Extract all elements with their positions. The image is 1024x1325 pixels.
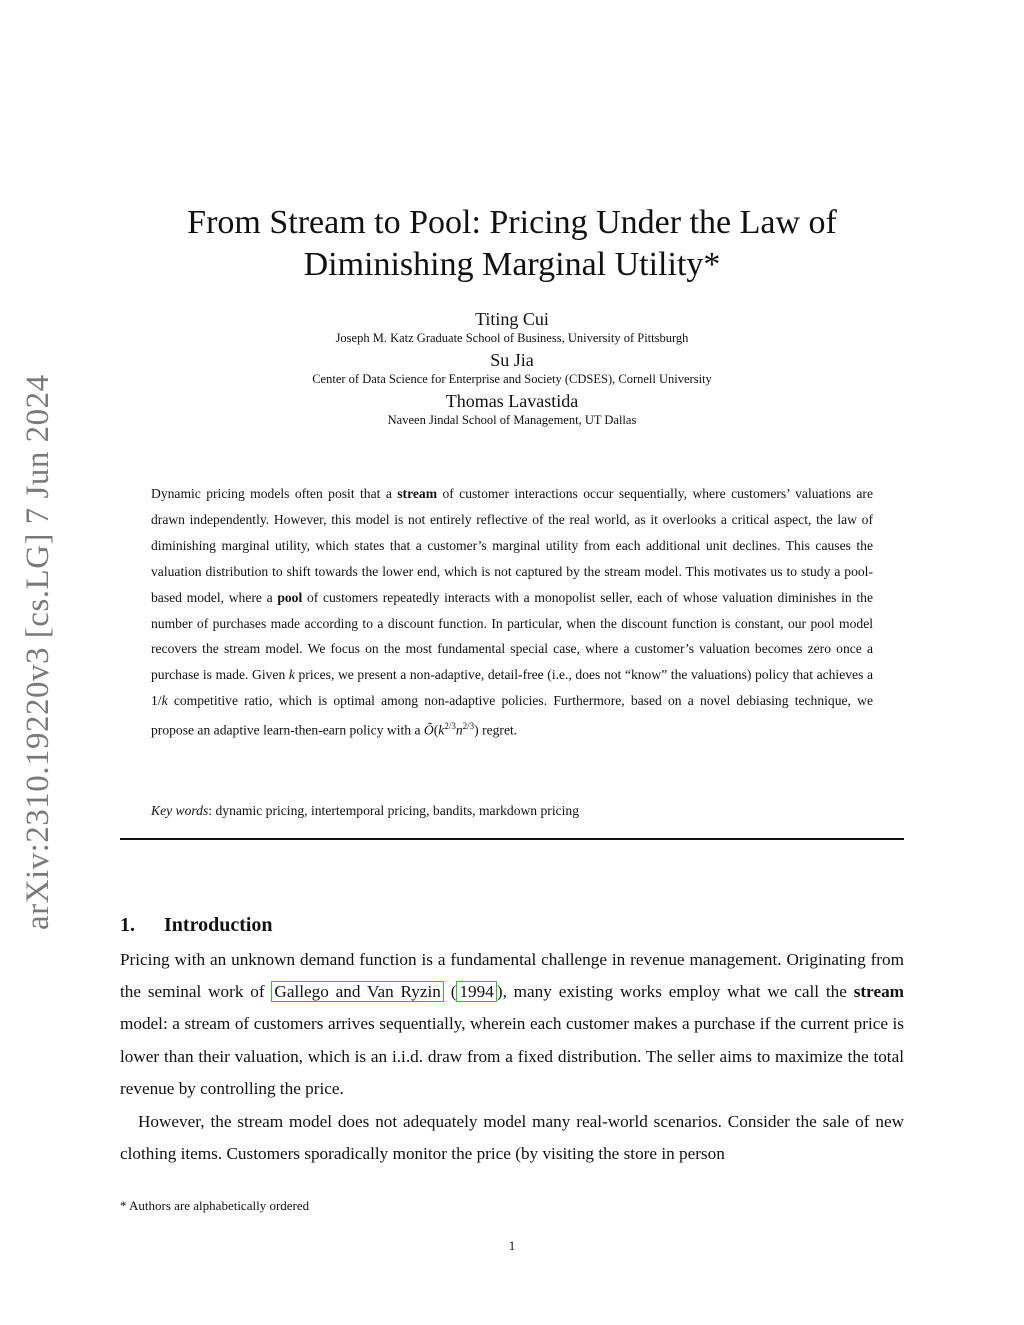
- section-heading: [120, 912, 273, 938]
- math-variable: k: [438, 722, 445, 738]
- keywords-text: dynamic pricing, intertemporal pricing, bandits, markdown pricing: [215, 803, 580, 818]
- math-exponent: 2/3: [462, 721, 475, 732]
- keywords-label: Key words: [151, 803, 209, 818]
- abstract-text: of customer interactions occur sequentially, where customers’ valuations are drawn independently. However, this model is not entirely reflective of the real world, as it overlooks a critical aspect, the law of diminishing marginal utility, which states that a customer’s marginal utility from each additional unit declines. This causes the valuation distribution to shift towards the lower end, which is not captured by the stream model. This motivates us to study a pool-based model, where a: [151, 486, 873, 605]
- math-variable: n: [455, 722, 463, 738]
- body-text: , many existing works employ what we call the: [502, 982, 854, 1002]
- intro-paragraph-1: [120, 944, 904, 1105]
- paper-title: [120, 202, 904, 286]
- keywords: [151, 801, 873, 821]
- author-affiliation: Naveen Jindal School of Management, UT Dallas: [387, 413, 637, 427]
- abstract-bold-term: stream: [397, 486, 438, 501]
- author-name: Su Jia: [490, 350, 534, 370]
- body-text: (: [443, 982, 457, 1002]
- abstract-text: Dynamic pricing models often posit that a: [151, 486, 398, 501]
- arxiv-identifier: arXiv:2310.19220v3 [cs.LG] 7 Jun 2024: [20, 374, 56, 930]
- body-bold-term: stream: [853, 982, 904, 1002]
- math-exponent: 2/3: [444, 721, 456, 732]
- abstract-text: ) regret.: [474, 722, 518, 738]
- author-affiliation: Joseph M. Katz Graduate School of Business, University of Pittsburgh: [335, 331, 689, 345]
- intro-paragraph-2: However, the stream model does not adequately model many real-world scenarios. Consider the sale of new clothing items. Customers sporadically monitor the price (by visiting the store in person: [120, 1112, 904, 1164]
- math-paren: (: [433, 722, 439, 738]
- abstract-text: prices, we present a non-adaptive, detail-free (i.e., does not “know” the valuations) policy that achieves a 1/: [151, 667, 873, 709]
- author-block-2: [120, 349, 904, 388]
- author-name: Thomas Lavastida: [445, 391, 579, 411]
- author-affiliation: Center of Data Science for Enterprise and Society (CDSES), Cornell University: [312, 372, 712, 386]
- page-number: 1: [508, 1238, 516, 1253]
- abstract-text: of customers repeatedly interacts with a monopolist seller, each of whose valuation diminishes in the number of purchases made according to a discount function. In particular, when the discount function is constant, our pool model recovers the stream model. We focus on the most fundamental special case, where a customer’s valuation becomes zero once a purchase is made. Given: [151, 589, 873, 683]
- abstract-text: competitive ratio, which is optimal among non-adaptive policies. Furthermore, based on a novel debiasing technique, we propose an adaptive learn-then-earn policy with a: [151, 693, 873, 738]
- section-number: 1.: [120, 914, 135, 936]
- citation-link[interactable]: Gallego and Van Ryzin: [271, 981, 443, 1002]
- footnote: * Authors are alphabetically ordered: [120, 1198, 310, 1213]
- abstract: [151, 481, 873, 744]
- body-text: model: a stream of customers arrives sequentially, wherein each customer makes a purchase if the current price is lower than their valuation, which is an i.i.d. draw from a fixed distribution. The seller aims to maximize the total revenue by controlling the price.: [120, 1014, 904, 1098]
- abstract-bold-term: pool: [277, 589, 303, 605]
- math-variable: k: [288, 667, 295, 683]
- body-text: Pricing with an unknown demand function is a fundamental challenge in revenue management. Originating from the seminal work of: [120, 950, 904, 1002]
- math-variable: k: [161, 693, 168, 709]
- author-block-1: [120, 308, 904, 347]
- citation-year-link[interactable]: 1994: [456, 981, 496, 1002]
- body-text: ): [496, 982, 503, 1002]
- title-line-1: From Stream to Pool: Pricing Under the Law of: [187, 204, 837, 241]
- keywords-colon: :: [208, 803, 216, 818]
- section-title: Introduction: [164, 914, 273, 936]
- title-line-2: Diminishing Marginal Utility*: [303, 246, 721, 283]
- author-name: Titing Cui: [475, 309, 549, 329]
- author-block-3: [120, 390, 904, 429]
- math-big-o: Õ: [423, 722, 434, 738]
- section-divider: [120, 838, 904, 840]
